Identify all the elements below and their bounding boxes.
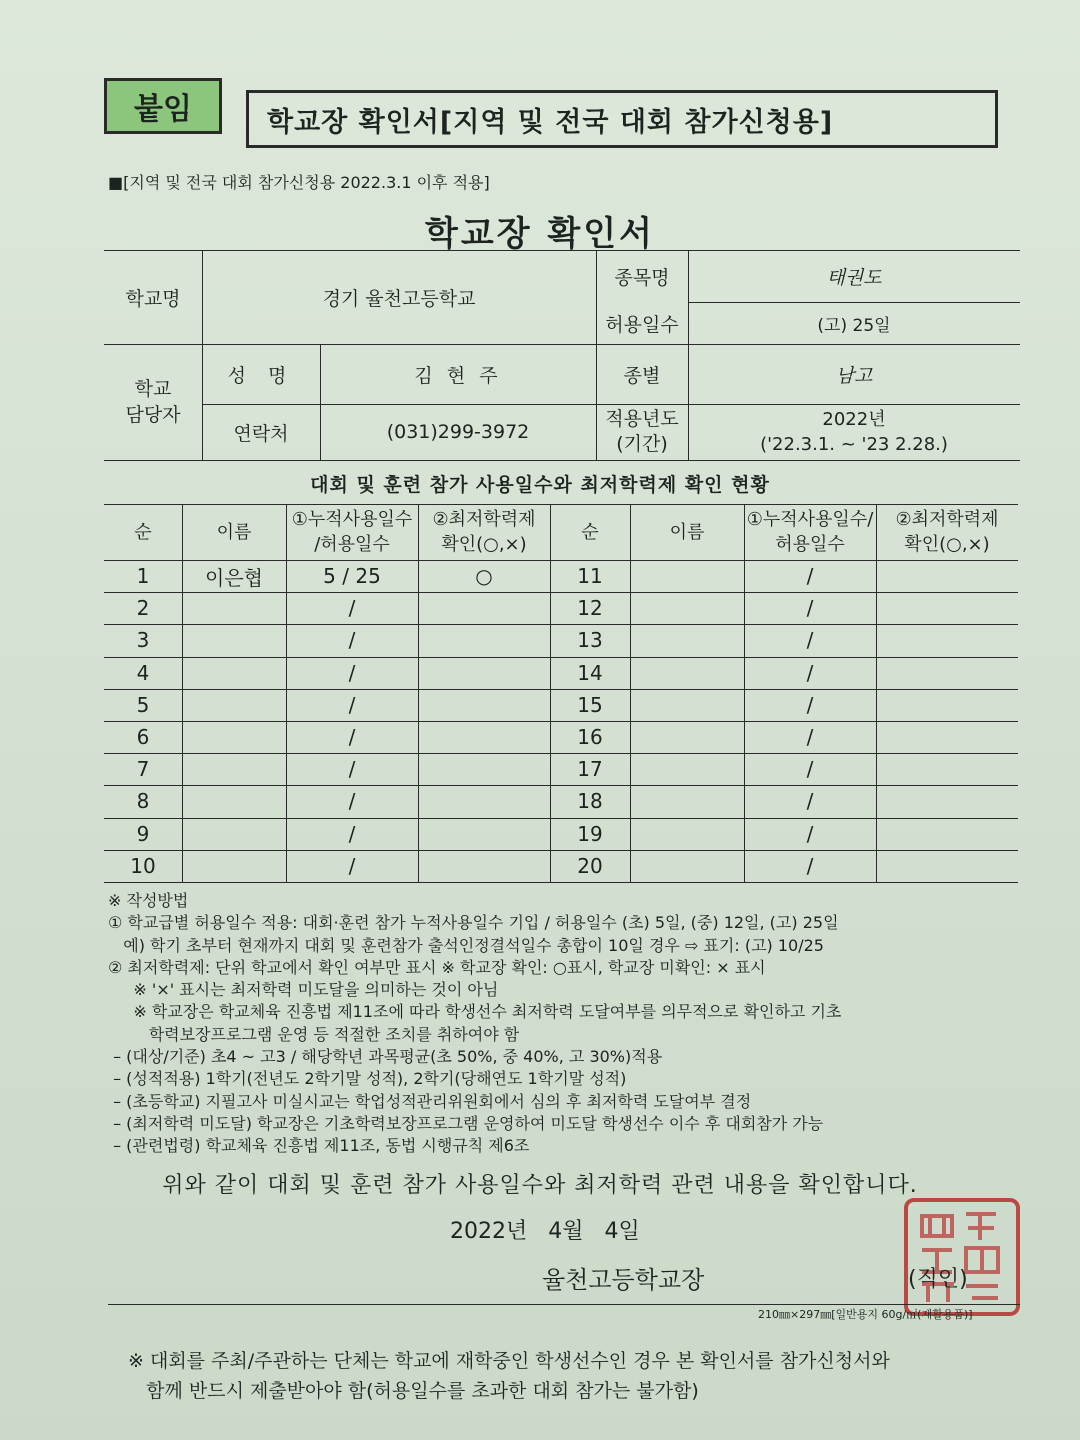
footer-line: 함께 반드시 제출받아야 함(허용일수를 초과한 대회 참가는 불가함) xyxy=(128,1380,699,1402)
student-name xyxy=(630,753,744,785)
student-name xyxy=(630,657,744,689)
days-used: / xyxy=(806,564,814,589)
min-academic-check xyxy=(418,785,550,817)
student-name xyxy=(182,850,286,882)
allowed-days-value: (고) 25일 xyxy=(817,315,891,336)
student-name xyxy=(182,721,286,753)
school-value: 경기 율천고등학교 xyxy=(322,287,476,310)
days-used: / xyxy=(806,628,814,653)
instruction-line: ② 최저학력제: 단위 학교에서 확인 여부만 표시 ※ 학교장 확인: ○표시, 학교장 미확인: × 표시 xyxy=(108,957,766,977)
days-used: / xyxy=(348,628,356,653)
instruction-line: – (성적적용) 1학기(전년도 2학기말 성적), 2학기(당해연도 1학기말 성적) xyxy=(108,1069,627,1089)
days-used: / xyxy=(806,596,814,621)
min-academic-check xyxy=(418,850,550,882)
attachment-badge: 붙임 xyxy=(104,78,222,134)
instruction-line: ※ 학교장은 학교체육 진흥법 제11조에 따라 학생선수 최저학력 도달여부를 의무적으로 확인하고 기초 xyxy=(108,1002,842,1022)
official-seal-stamp xyxy=(904,1198,1020,1316)
applicability-notice: ■[지역 및 전국 대회 참가신청용 2022.3.1 이후 적용] xyxy=(108,173,490,192)
row-number: 4 xyxy=(136,660,150,685)
header-no: 순 xyxy=(581,521,599,543)
student-name xyxy=(182,818,286,850)
row-number: 13 xyxy=(577,628,603,653)
row-number: 20 xyxy=(577,853,603,878)
row-number: 2 xyxy=(136,596,150,621)
event-value: 태권도 xyxy=(826,266,882,289)
days-used: / xyxy=(348,692,356,717)
row-number: 15 xyxy=(577,692,603,717)
instruction-line: – (대상/기준) 초4 ~ 고3 / 해당학년 과목평균(초 50%, 중 40%, 고 30%)적용 xyxy=(108,1047,663,1067)
min-academic-check xyxy=(876,560,1018,592)
days-used: / xyxy=(348,596,356,621)
row-number: 11 xyxy=(577,564,603,589)
row-number: 10 xyxy=(130,853,156,878)
instruction-line: ※ '×' 표시는 최저학력 미도달을 의미하는 것이 아님 xyxy=(108,980,499,1000)
year-value: 2022년 ('22.3.1. ~ '23 2.28.) xyxy=(760,409,948,455)
header-check: ②최저학력제 확인(○,×) xyxy=(895,509,999,555)
name-label: 성 명 xyxy=(227,364,295,387)
school-label: 학교명 xyxy=(125,287,181,310)
header-name: 이름 xyxy=(669,521,705,543)
days-used: / xyxy=(806,757,814,782)
row-number: 14 xyxy=(577,660,603,685)
min-academic-check xyxy=(876,850,1018,882)
manager-name: 김 현 주 xyxy=(414,364,502,387)
category-label: 종별 xyxy=(623,364,661,387)
row-number: 17 xyxy=(577,757,603,782)
student-name xyxy=(630,592,744,624)
days-used: / xyxy=(806,789,814,814)
header-no: 순 xyxy=(134,521,152,543)
table-border xyxy=(104,460,1020,461)
row-number: 6 xyxy=(136,725,150,750)
student-name: 이은협 xyxy=(205,565,263,590)
instructions xyxy=(108,890,1038,1158)
row-number: 5 xyxy=(136,692,150,717)
seal-label: (직인) xyxy=(908,1267,968,1292)
instruction-line: ① 학교급별 허용일수 적용: 대회·훈련 참가 누적사용일수 기입 / 허용일수 (초) 5일, (중) 12일, (고) 25일 xyxy=(108,913,839,933)
days-used: / xyxy=(348,660,356,685)
student-name xyxy=(630,689,744,721)
document-title: 학교장 확인서 xyxy=(425,214,655,254)
min-academic-check xyxy=(876,753,1018,785)
days-used: / xyxy=(806,853,814,878)
min-academic-check xyxy=(418,592,550,624)
days-used: / xyxy=(348,853,356,878)
min-academic-check xyxy=(876,785,1018,817)
days-used: / xyxy=(348,789,356,814)
days-used: / xyxy=(806,725,814,750)
row-number: 16 xyxy=(577,725,603,750)
days-used: 5 / 25 xyxy=(323,564,381,589)
row-number: 18 xyxy=(577,789,603,814)
instruction-line: ※ 작성방법 xyxy=(108,891,189,910)
instruction-line: 예) 학기 초부터 현재까지 대회 및 훈련참가 출석인정결석일수 총합이 10일 경우 ⇨ 표기: (고) 10/25 xyxy=(108,935,824,955)
student-name xyxy=(630,850,744,882)
days-used: / xyxy=(348,725,356,750)
manager-label: 학교 담당자 xyxy=(125,378,181,426)
row-number: 3 xyxy=(136,628,150,653)
instruction-line: – (초등학교) 지필고사 미실시교는 학업성적관리위원회에서 심의 후 최저학력 도달여부 결정 xyxy=(108,1091,752,1111)
seal-icon xyxy=(908,1202,1016,1312)
days-used: / xyxy=(348,757,356,782)
row-number: 12 xyxy=(577,596,603,621)
min-academic-check xyxy=(418,657,550,689)
row-number: 9 xyxy=(136,821,150,846)
min-academic-check: ○ xyxy=(475,564,493,589)
row-number: 7 xyxy=(136,757,150,782)
min-academic-check xyxy=(876,721,1018,753)
event-label: 종목명 xyxy=(614,266,670,289)
days-used: / xyxy=(806,821,814,846)
footer-line: ※ 대회를 주최/주관하는 단체는 학교에 재학중인 학생선수인 경우 본 확인서를 참가신청서와 xyxy=(128,1350,890,1372)
row-number: 1 xyxy=(136,564,150,589)
min-academic-check xyxy=(418,753,550,785)
min-academic-check xyxy=(418,818,550,850)
student-name xyxy=(182,785,286,817)
min-academic-check xyxy=(876,689,1018,721)
contact-value: (031)299-3972 xyxy=(386,421,530,443)
student-name xyxy=(630,785,744,817)
instruction-line: 학력보장프로그램 운영 등 적절한 조치를 취하여야 함 xyxy=(108,1024,520,1044)
min-academic-check xyxy=(876,818,1018,850)
header-days: ①누적사용일수/ 허용일수 xyxy=(746,509,874,555)
days-used: / xyxy=(806,692,814,717)
row-number: 19 xyxy=(577,821,603,846)
allowed-days-label: 허용일수 xyxy=(605,313,679,336)
confirmation-text: 위와 같이 대회 및 훈련 참가 사용일수와 최저학력 관련 내용을 확인합니다. xyxy=(162,1173,918,1198)
student-name xyxy=(630,560,744,592)
student-name xyxy=(182,753,286,785)
min-academic-check xyxy=(418,689,550,721)
min-academic-check xyxy=(876,657,1018,689)
student-name xyxy=(630,624,744,656)
footer-note xyxy=(128,1346,890,1406)
min-academic-check xyxy=(418,721,550,753)
student-name xyxy=(630,818,744,850)
instruction-line: – (최저학력 미도달) 학교장은 기초학력보장프로그램 운영하여 미도달 학생선수 이수 후 대회참가 가능 xyxy=(108,1113,824,1133)
table-border xyxy=(104,882,1018,883)
min-academic-check xyxy=(876,592,1018,624)
student-name xyxy=(630,721,744,753)
instruction-line: – (관련법령) 학교체육 진흥법 제11조, 동법 시행규칙 제6조 xyxy=(108,1136,530,1156)
student-name xyxy=(182,657,286,689)
min-academic-check xyxy=(418,624,550,656)
category-value: 남고 xyxy=(835,364,873,387)
header-days: ①누적사용일수 /허용일수 xyxy=(291,509,413,555)
header-check: ②최저학력제 확인(○,×) xyxy=(432,509,536,555)
days-used: / xyxy=(806,660,814,685)
divider xyxy=(108,1304,1020,1305)
contact-label: 연락처 xyxy=(233,422,289,445)
paper-size-note: 210㎜×297㎜[일반용지 60g/㎡(재활용품)] xyxy=(758,1308,973,1321)
student-name xyxy=(182,689,286,721)
row-number: 8 xyxy=(136,789,150,814)
section-title: 대회 및 훈련 참가 사용일수와 최저학력제 확인 현황 xyxy=(310,474,770,496)
min-academic-check xyxy=(876,624,1018,656)
principal-name: 율천고등학교장 xyxy=(542,1266,705,1294)
year-label: 적용년도 (기간) xyxy=(605,408,679,455)
student-name xyxy=(182,624,286,656)
header-title: 학교장 확인서[지역 및 전국 대회 참가신청용] xyxy=(246,90,998,148)
days-used: / xyxy=(348,821,356,846)
issue-date: 2022년 4월 4일 xyxy=(450,1219,640,1244)
header-name: 이름 xyxy=(216,521,252,543)
student-name xyxy=(182,592,286,624)
